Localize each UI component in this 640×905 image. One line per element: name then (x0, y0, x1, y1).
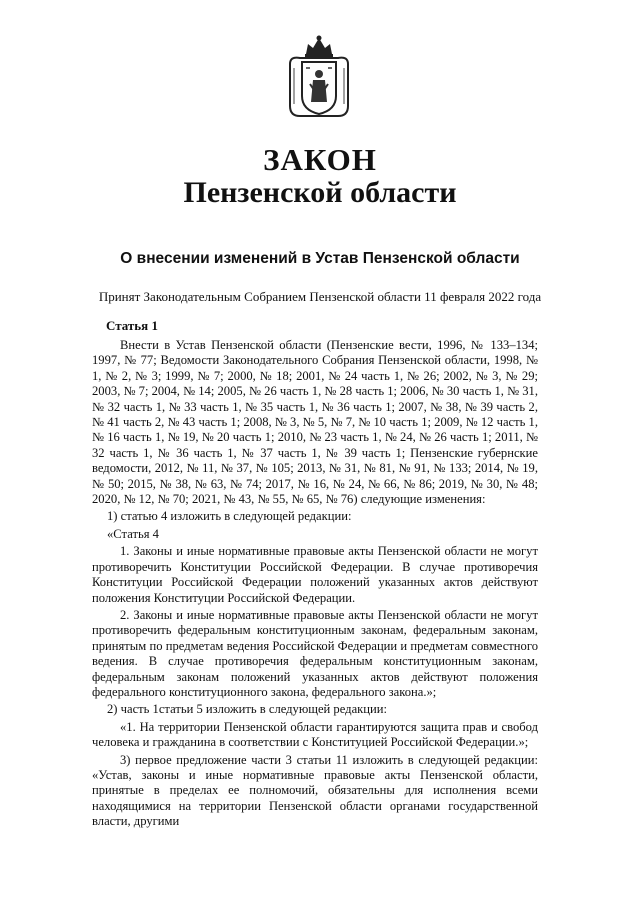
paragraph-article4-part1: 1. Законы и иные нормативные правовые акты Пензенской области не могут противоречить Конституции Российской Федерации. В случае противоречия Конституции Российской Федерации положений указанных актов действуют положения Конституции Российской Федерации. (92, 544, 538, 605)
paragraph-quote-heading: «Статья 4 (107, 526, 159, 541)
paragraph-item-3: 3) первое предложение части 3 статьи 11 изложить в следующей редакции: «Устав, законы и иные нормативные правовые акты Пензенской области, принятые в пределах ее полномочий, обязательны для исполнения всеми находящимися на территории Пензенской области органами государственной власти, другими (92, 752, 538, 829)
document-subtitle: Пензенской области (183, 176, 457, 209)
paragraph-intro: Внести в Устав Пензенской области (Пензенские вести, 1996, № 133–134; 1997, № 77; Ведомости Законодательного Собрания Пензенской области, 1998, № 1, № 2, № 3; 1999, № 7; 2000, № 18; 2001, № 24 часть 1, № 26; 2002, № 3, № 29; 2003, № 7; 2004, № 14; 2005, № 26 часть 1, № 28 часть 1; 2006, № 30 часть 1, № 31, № 32 часть 1, № 33 часть 1, № 35 часть 1, № 36 часть 1; 2007, № 38, № 39 часть 2, № 41 часть 2, № 43 часть 1; 2008, № 3, № 5, № 7, № 10 часть 1; 2009, № 12 часть 1, № 16 часть 1, № 19, № 20 часть 1; 2010, № 23 часть 1, № 24, № 26 часть 1; 2011, № 32 часть 1, № 36 часть 1, № 37 часть 1, № 39 часть 1; Пензенские губернские ведомости, 2012, № 11, № 37, № 105; 2013, № 31, № 81, № 91, № 133; 2014, № 19, № 50; 2015, № 38, № 63, № 74; 2017, № 16, № 24, № 66, № 86; 2019, № 30, № 48; 2020, № 12, № 70; 2021, № 43, № 55, № 65, № 76) следующие изменения: (92, 338, 538, 507)
paragraph-article4-part2: 2. Законы и иные нормативные правовые акты Пензенской области не могут противоречить федеральным конституционным законам, федеральным законам, принятым по предметам ведения Российской Федерации и предметам совместного ведения. В случае противоречия федеральным конституционным законам, федеральным законам положений указанных актов действуют положения федерального конституционного закона, федерального закона.»; (92, 607, 538, 699)
paragraph-item-2: 2) часть 1статьи 5 изложить в следующей редакции: (107, 702, 387, 717)
adoption-line: Принят Законодательным Собранием Пензенской области 11 февраля 2022 года (98, 289, 542, 304)
coat-of-arms-icon (286, 34, 352, 120)
paragraph-item-1: 1) статью 4 изложить в следующей редакции: (107, 509, 352, 524)
document-title: ЗАКОН (263, 142, 377, 177)
article-heading: Статья 1 (106, 318, 158, 333)
document-body (92, 338, 538, 830)
paragraph-article5-part1: «1. На территории Пензенской области гарантируются защита прав и свобод человека и гражданина в соответствии с Конституцией Российской Федерации.»; (92, 719, 538, 750)
law-name: О внесении изменений в Устав Пензенской области (120, 250, 520, 267)
